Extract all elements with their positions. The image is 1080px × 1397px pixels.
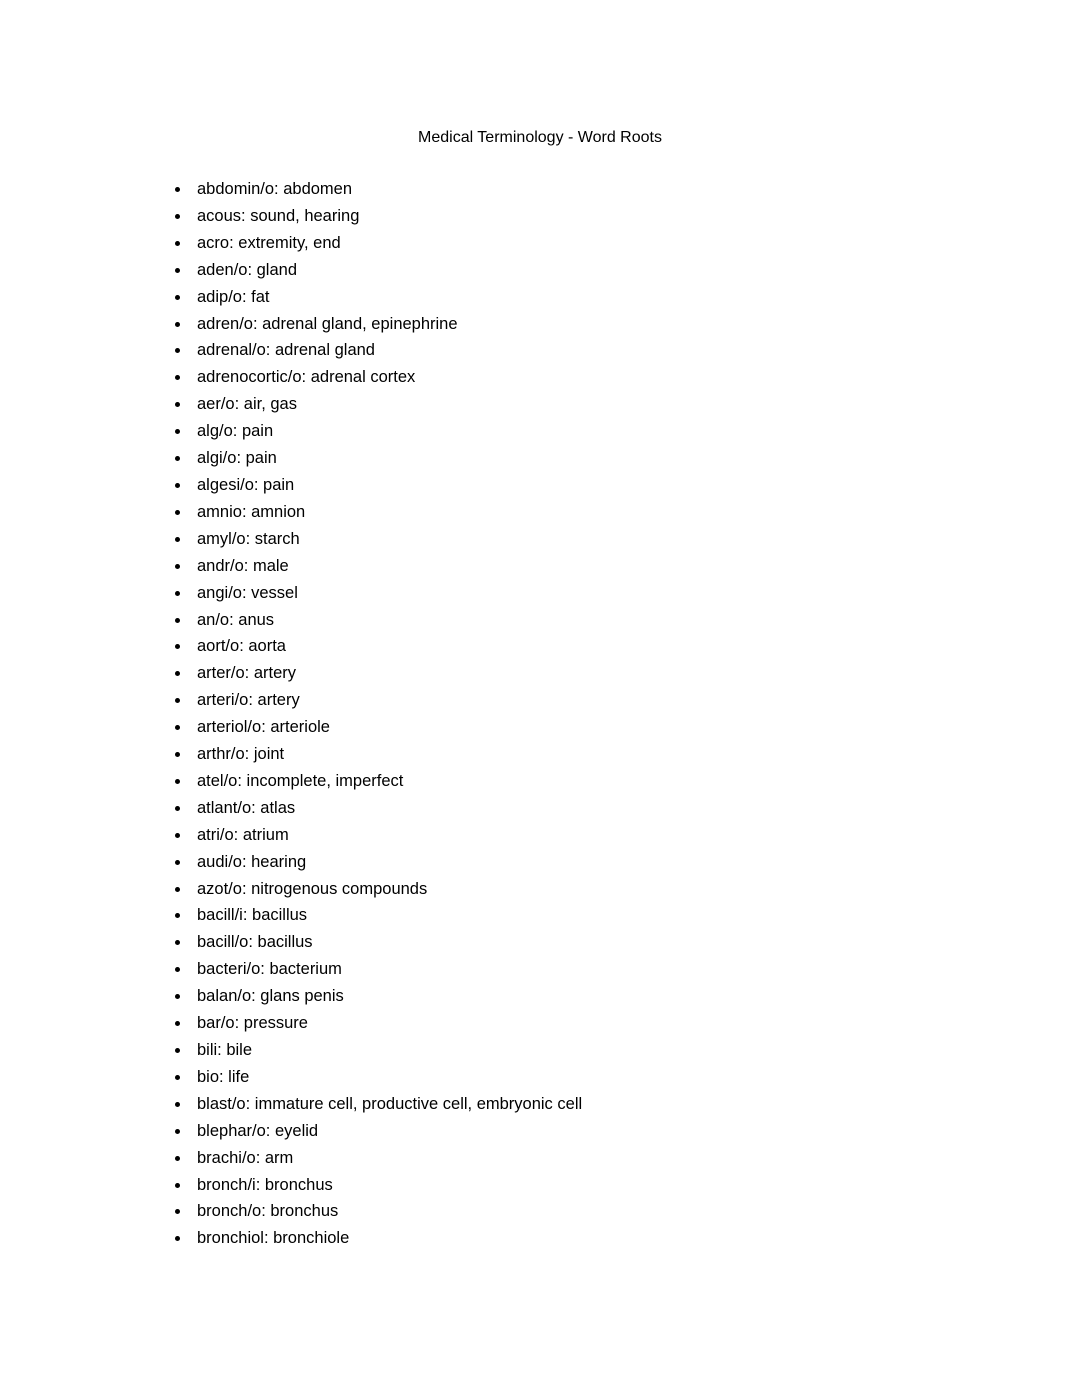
list-item: • blast/o: immature cell, productive cell, embryonic cell: [191, 1091, 582, 1118]
list-item: • amyl/o: starch: [191, 526, 582, 553]
word-root-list: [167, 176, 582, 1252]
list-item: • atri/o: atrium: [191, 822, 582, 849]
list-item: • an/o: anus: [191, 607, 582, 634]
list-item: • algi/o: pain: [191, 445, 582, 472]
list-item: • adren/o: adrenal gland, epinephrine: [191, 311, 582, 338]
list-item: • bili: bile: [191, 1037, 582, 1064]
list-item: • azot/o: nitrogenous compounds: [191, 876, 582, 903]
list-item: • acro: extremity, end: [191, 230, 582, 257]
list-item: • abdomin/o: abdomen: [191, 176, 582, 203]
list-item: • bacill/o: bacillus: [191, 929, 582, 956]
list-item: • alg/o: pain: [191, 418, 582, 445]
list-item: • bronchiol: bronchiole: [191, 1225, 582, 1252]
list-item: • bacteri/o: bacterium: [191, 956, 582, 983]
list-item: • aer/o: air, gas: [191, 391, 582, 418]
list-item: • bar/o: pressure: [191, 1010, 582, 1037]
list-item: • bronch/o: bronchus: [191, 1198, 582, 1225]
list-item: • adrenocortic/o: adrenal cortex: [191, 364, 582, 391]
list-item: • algesi/o: pain: [191, 472, 582, 499]
list-item: • audi/o: hearing: [191, 849, 582, 876]
list-item: • brachi/o: arm: [191, 1145, 582, 1172]
list-item: • bacill/i: bacillus: [191, 902, 582, 929]
list-item: • bio: life: [191, 1064, 582, 1091]
list-item: • andr/o: male: [191, 553, 582, 580]
list-item: • aort/o: aorta: [191, 633, 582, 660]
list-item: • adrenal/o: adrenal gland: [191, 337, 582, 364]
list-item: • arter/o: artery: [191, 660, 582, 687]
list-item: • aden/o: gland: [191, 257, 582, 284]
list-item: • acous: sound, hearing: [191, 203, 582, 230]
list-item: • atlant/o: atlas: [191, 795, 582, 822]
list-item: • arteri/o: artery: [191, 687, 582, 714]
list-item: • bronch/i: bronchus: [191, 1172, 582, 1199]
list-item: • angi/o: vessel: [191, 580, 582, 607]
list-item: • amnio: amnion: [191, 499, 582, 526]
page-title: Medical Terminology - Word Roots: [418, 129, 662, 146]
list-item: • adip/o: fat: [191, 284, 582, 311]
list-item: • arthr/o: joint: [191, 741, 582, 768]
list-item: • atel/o: incomplete, imperfect: [191, 768, 582, 795]
list-item: • blephar/o: eyelid: [191, 1118, 582, 1145]
list-item: • balan/o: glans penis: [191, 983, 582, 1010]
list-item: • arteriol/o: arteriole: [191, 714, 582, 741]
